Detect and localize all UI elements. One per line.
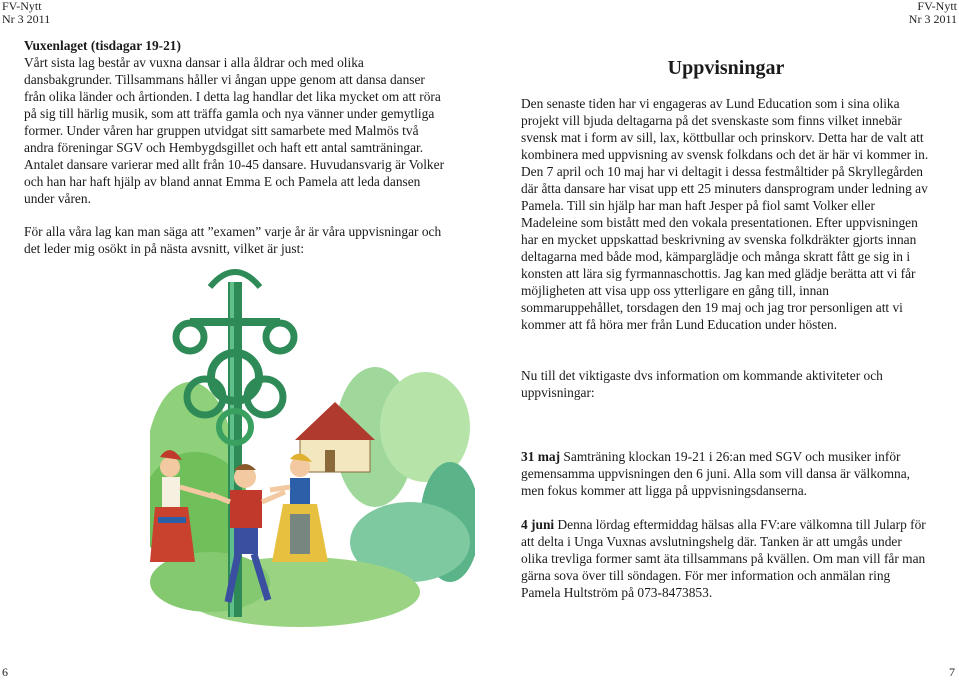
page-title: Uppvisningar (667, 57, 785, 79)
left-paragraph-2: För alla våra lag kan man säga att ”examen” varje år är våra uppvisningar och det leder mig osökt in på nästa avsnitt, vilket är just: (24, 224, 442, 256)
section-heading: Vuxenlaget (tisdagar 19-21) (24, 38, 181, 53)
event-text: Denna lördag eftermiddag hälsas alla FV:are välkomna till Jularp för att delta i Unga Vuxnas avslutningshelg där. Tanken är att umgås under olika trevliga former samt äta tillsammans på kvällen. Om man vill får man gärna sova över till söndagen. För mer information och anmälan ring Pamela Hultström på 073-8473853. (521, 517, 926, 600)
background-trees (150, 367, 475, 627)
event-item (521, 448, 931, 499)
maypole-dancers-illustration (150, 262, 475, 634)
page-number-left: 6 (2, 665, 8, 679)
right-page-text (521, 56, 931, 601)
right-header-issue: Nr 3 2011 (908, 12, 957, 26)
event-item (521, 516, 931, 601)
right-paragraph-2: Nu till det viktigaste dvs information om kommande aktiviteter och uppvisningar: (521, 368, 883, 400)
page-number-right: 7 (949, 665, 955, 679)
left-page-header (2, 0, 50, 26)
event-date: 4 juni (521, 517, 555, 532)
right-header-title: FV-Nytt (917, 0, 957, 13)
left-header-title: FV-Nytt (2, 0, 42, 13)
right-page-header (909, 0, 957, 26)
left-paragraph-1: Vårt sista lag består av vuxna dansar i alla åldrar och med olika dansbakgrunder. Tillsammans håller vi ångan uppe genom att dansa danser från olika länder och årtionden. I detta lag handlar det lika mycket om att röra på sig till härlig musik, som att träffa gamla och nya vänner under gemytliga former. Under våren har gruppen utvidgat sitt samarbete med Malmös två andra föreningar SGV och Hembygdsgillet och haft ett antal samträningar. Antalet dansare varierar med allt från 10-45 dansare. Huvudansvarig är Volker och han har haft hjälp av bland annat Emma E och Pamela att leda dansen under våren. (24, 55, 445, 206)
left-page-text (24, 37, 449, 257)
right-paragraph-1: Den senaste tiden har vi engageras av Lund Education som i sina olika projekt vill bjuda deltagarna på det svenskaste som finns vilket innebär svensk mat i form av sill, lax, köttbullar och prinskorv. Detta har de valt att kombinera med uppvisning av svensk folkdans och det är här vi kommer in. Den 7 april och 10 maj har vi deltagit i dessa festmåltider på Skryllegården där åtta dansare har visat upp ett 25 minuters dansprogram under ledning av Pamela. Till sin hjälp har man haft Jesper på fiol samt Volker eller Madeleine som bistått med den vokala presentationen. Efter uppvisningen har en mycket uppskattad beskrivning av svenska folkdräkter gjorts innan deltagarna med både mod, kämparglädje och många skratt fått ge sig in i konsten att lära sig fyrmannaschottis. Jag kan med glädje berätta att vi får möjligheten att visa upp oss ytterligare en gång till, innan sommaruppehållet, torsdagen den 19 maj och jag tror personligen att vi kommer att få höra mer från Lund Education under hösten. (521, 96, 929, 332)
left-header-issue: Nr 3 2011 (2, 12, 51, 26)
event-text: Samträning klockan 19-21 i 26:an med SGV och musiker inför gemensamma uppvisningen den 6 juni. Alla som vill dansa är välkomna, men fokus kommer att ligga på uppvisningsdanserna. (521, 449, 911, 498)
event-date: 31 maj (521, 449, 561, 464)
